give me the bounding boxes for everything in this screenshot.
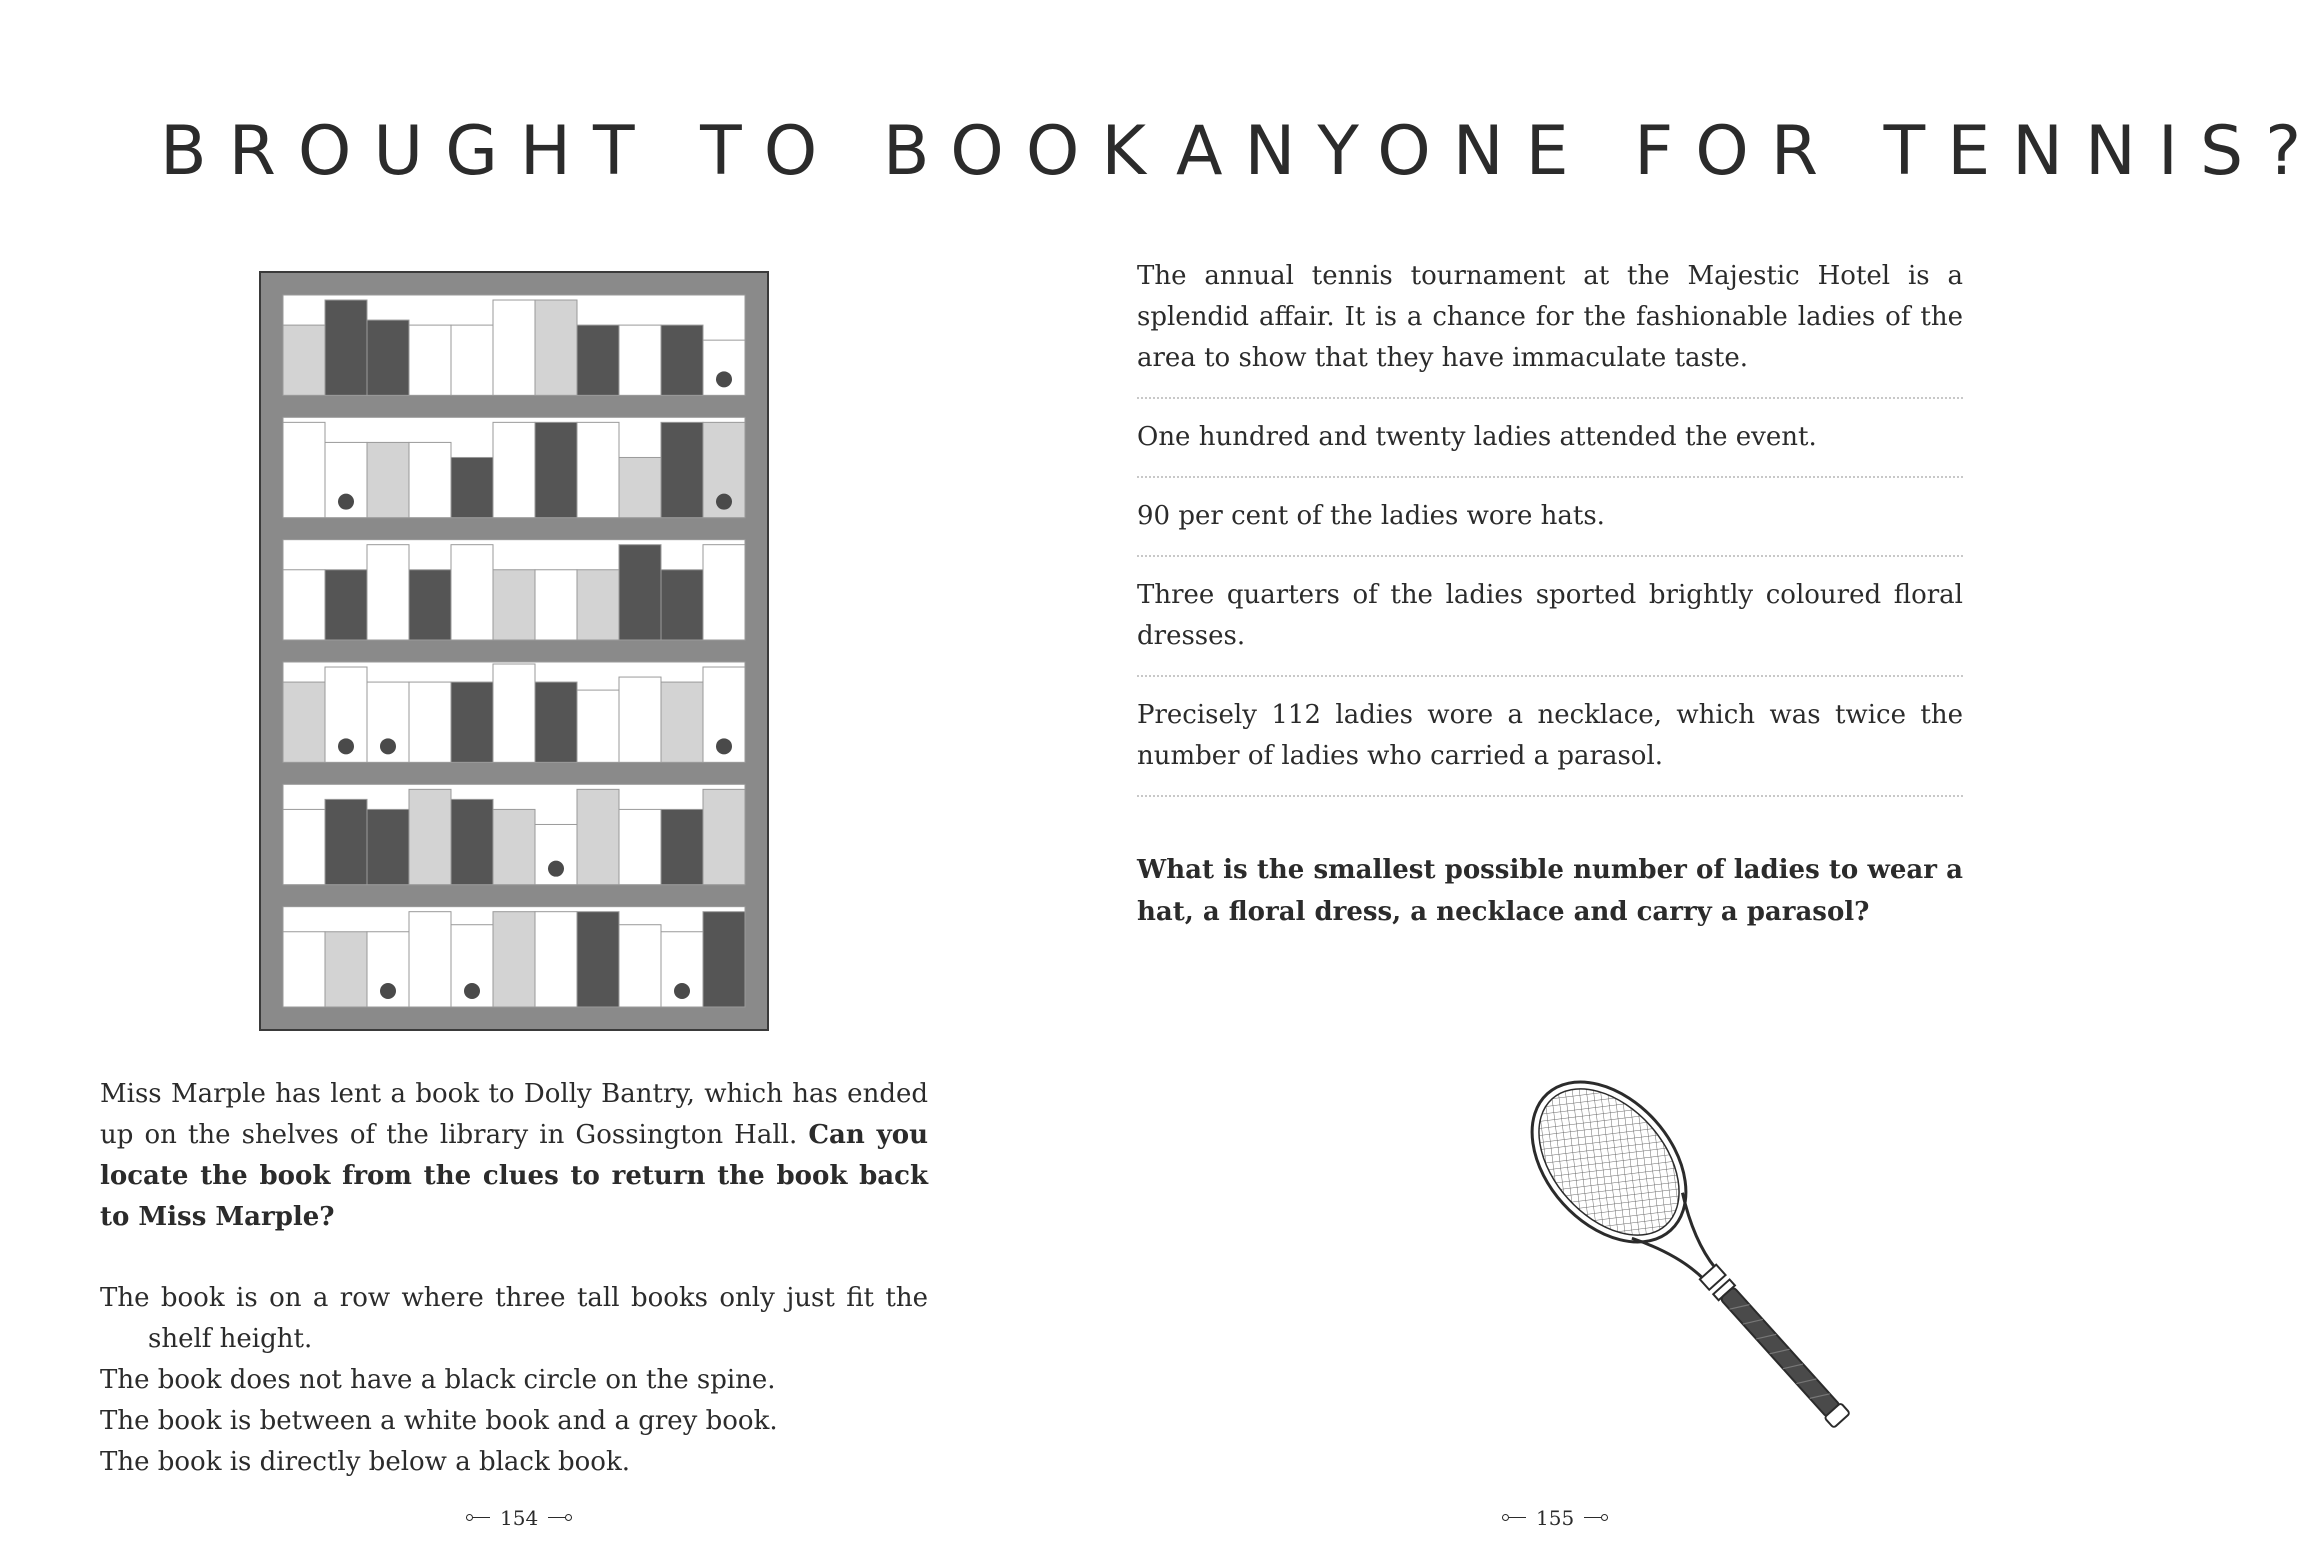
book: [535, 422, 577, 517]
book: [493, 300, 535, 395]
page-title: ANYONE FOR TENNIS?: [1176, 112, 2323, 191]
book: [451, 799, 493, 884]
statement-3: 90 per cent of the ladies wore hats.: [1137, 496, 1963, 557]
clue-4: The book is directly below a black book.: [100, 1447, 630, 1477]
book: [619, 545, 661, 640]
book: [283, 682, 325, 762]
bookcase-svg: [259, 271, 769, 1031]
statement-1: The annual tennis tournament at the Majestic Hotel is a splendid affair. It is a chance for the fashionable ladies of the area to show that they have immaculate taste.: [1137, 256, 1963, 399]
book: [577, 422, 619, 517]
bookcase-illustration: [259, 271, 769, 1031]
book: [283, 325, 325, 395]
folio-ornament-right: [1584, 1514, 1608, 1522]
book: [577, 789, 619, 884]
book-spine-dot: [716, 371, 732, 387]
page-number-right: [1502, 1506, 1608, 1530]
book: [493, 809, 535, 884]
folio-ornament-left: [1502, 1514, 1526, 1522]
folio-ornament-right: [548, 1514, 572, 1522]
book: [367, 545, 409, 640]
book: [283, 570, 325, 640]
book: [325, 570, 367, 640]
book: [367, 442, 409, 517]
book: [661, 325, 703, 395]
page-number-left: [466, 1506, 572, 1530]
statement-5: Precisely 112 ladies wore a necklace, which was twice the number of ladies who carried a parasol.: [1137, 695, 1963, 797]
book-spine-dot: [674, 983, 690, 999]
book: [661, 682, 703, 762]
puzzle-text: [1137, 256, 1963, 933]
book: [619, 325, 661, 395]
book: [451, 325, 493, 395]
book: [577, 325, 619, 395]
page-title: BROUGHT TO BOOK: [160, 112, 1168, 191]
book: [661, 570, 703, 640]
book: [577, 690, 619, 762]
book: [493, 664, 535, 762]
book-spine-dot: [338, 738, 354, 754]
book: [367, 809, 409, 884]
book: [703, 912, 745, 1007]
book-spine-dot: [380, 738, 396, 754]
book: [451, 545, 493, 640]
tennis-racket-icon: [1344, 1062, 1764, 1406]
intro-paragraph: [100, 1074, 928, 1238]
puzzle-question: What is the smallest possible number of ladies to wear a hat, a floral dress, a necklace and carry a parasol?: [1137, 855, 1963, 927]
book: [409, 789, 451, 884]
folio-ornament-left: [466, 1514, 490, 1522]
book: [619, 457, 661, 517]
book: [409, 912, 451, 1007]
statement-4: Three quarters of the ladies sported brightly coloured floral dresses.: [1137, 575, 1963, 677]
book: [661, 422, 703, 517]
book: [535, 570, 577, 640]
book: [535, 682, 577, 762]
intro-text: Miss Marple has lent a book to Dolly Bantry, which has ended up on the shelves of the library in Gossington Hall.: [100, 1079, 928, 1150]
book: [577, 912, 619, 1007]
book: [325, 799, 367, 884]
book-spine-dot: [548, 861, 564, 877]
book: [325, 932, 367, 1007]
book: [325, 300, 367, 395]
book: [703, 789, 745, 884]
book-spine-dot: [338, 494, 354, 510]
book: [535, 912, 577, 1007]
book: [409, 682, 451, 762]
book: [409, 325, 451, 395]
page-number: 155: [1536, 1506, 1575, 1530]
book: [283, 809, 325, 884]
book: [619, 677, 661, 762]
book: [451, 457, 493, 517]
book: [409, 570, 451, 640]
intro-question: Can you locate the book from the clues to return the book back to Miss Marple?: [100, 1120, 928, 1232]
book: [535, 300, 577, 395]
right-page: [1024, 0, 2323, 1568]
book: [703, 545, 745, 640]
book: [619, 925, 661, 1007]
book-spine-dot: [716, 494, 732, 510]
clue-1: The book is on a row where three tall books only just fit the shelf height.: [100, 1283, 928, 1354]
clue-2: The book does not have a black circle on the spine.: [100, 1365, 776, 1395]
book-spine-dot: [380, 983, 396, 999]
book: [577, 570, 619, 640]
book: [409, 442, 451, 517]
book-spine-dot: [464, 983, 480, 999]
puzzle-text: [100, 1074, 928, 1483]
book: [661, 809, 703, 884]
book: [493, 570, 535, 640]
book: [367, 320, 409, 395]
book: [619, 809, 661, 884]
statement-2: One hundred and twenty ladies attended the event.: [1137, 417, 1963, 478]
book: [451, 682, 493, 762]
book: [493, 422, 535, 517]
book: [493, 912, 535, 1007]
book: [283, 932, 325, 1007]
book: [283, 422, 325, 517]
page-number: 154: [500, 1506, 539, 1530]
clue-3: The book is between a white book and a grey book.: [100, 1406, 778, 1436]
book-spine-dot: [716, 738, 732, 754]
